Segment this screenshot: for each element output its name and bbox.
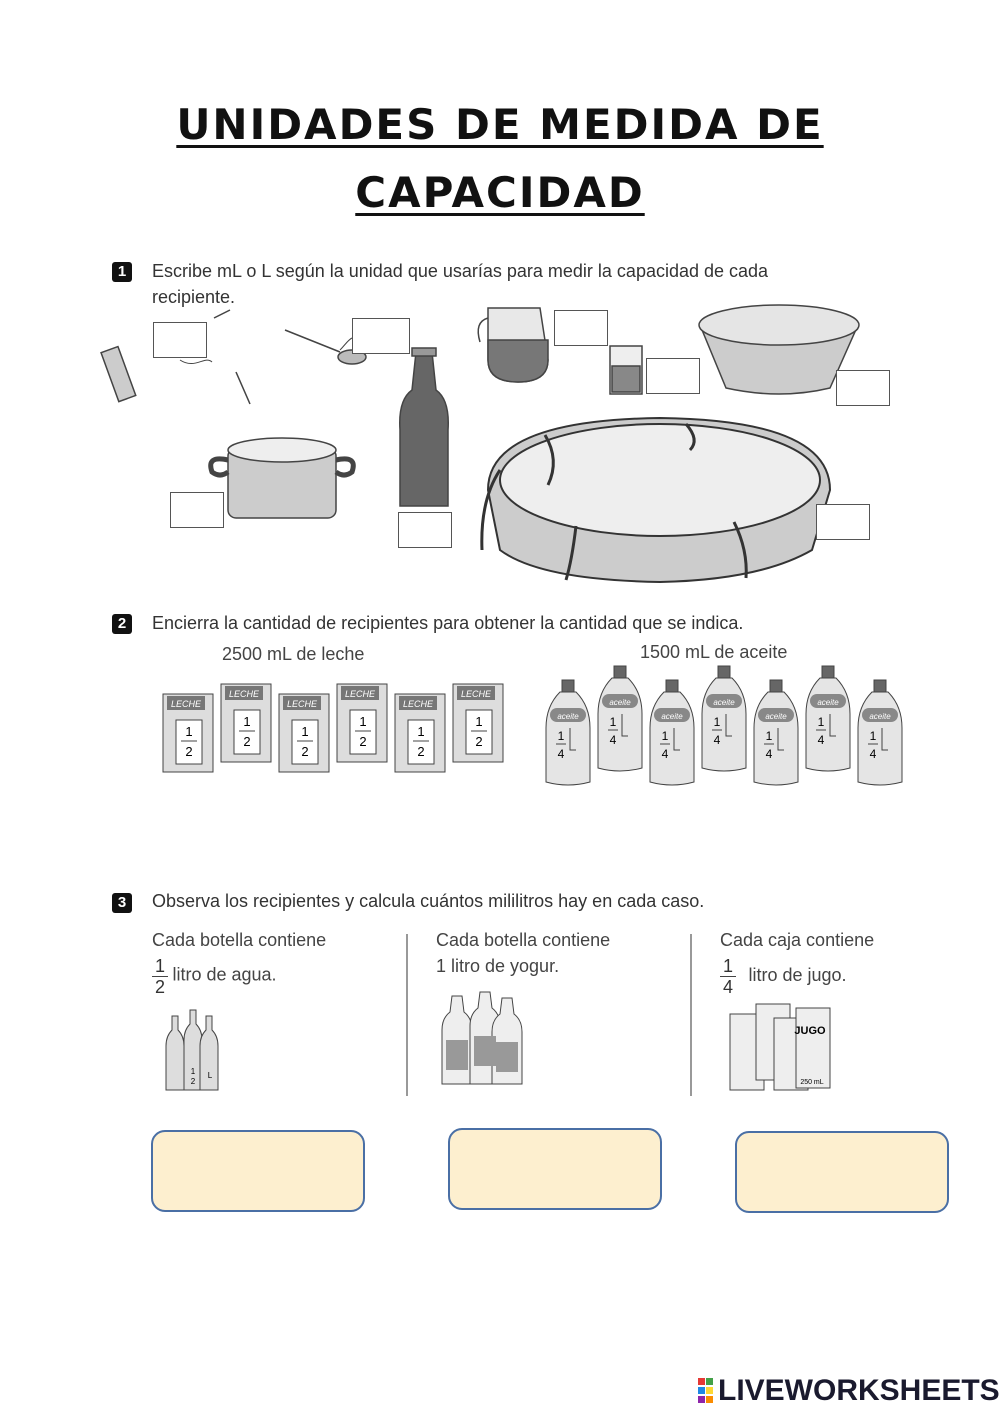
svg-text:2: 2: [417, 744, 425, 759]
col3-fraction: $\frac{1}{4}$: [720, 956, 736, 997]
svg-text:4: 4: [817, 733, 825, 747]
svg-text:4: 4: [661, 747, 669, 761]
exercise-1-number: 1: [112, 262, 132, 282]
exercise-3-number: 3: [112, 893, 132, 913]
answer-box-glass[interactable]: [646, 358, 700, 394]
answer-box-juice[interactable]: [735, 1131, 949, 1213]
jug-icon: [478, 308, 548, 382]
svg-text:1: 1: [185, 724, 193, 739]
milk-carton[interactable]: [452, 676, 506, 769]
exercise-1-instruction: Escribe mL o L según la unidad que usarías para medir la capacidad de cada recipiente.: [152, 261, 769, 307]
svg-text:aceite: aceite: [557, 712, 579, 721]
exercise-2-instruction: Encierra la cantidad de recipientes para obtener la cantidad que se indica.: [152, 613, 744, 633]
answer-box-pool[interactable]: [816, 504, 870, 540]
liveworksheets-logo-icon: [698, 1378, 714, 1404]
pot-icon: [211, 438, 354, 518]
svg-text:1: 1: [417, 724, 425, 739]
milk-carton[interactable]: [162, 686, 216, 779]
answer-box-jug[interactable]: [554, 310, 608, 346]
svg-text:4: 4: [765, 747, 773, 761]
svg-text:1: 1: [869, 729, 877, 743]
svg-text:aceite: aceite: [713, 698, 735, 707]
answer-box-bottle[interactable]: [398, 512, 452, 548]
svg-text:LECHE: LECHE: [460, 689, 492, 699]
answer-box-water[interactable]: [151, 1130, 365, 1212]
svg-text:4: 4: [713, 733, 721, 747]
divider-1: [406, 934, 408, 1096]
bottle-icon: [400, 348, 449, 506]
milk-carton[interactable]: [394, 686, 448, 779]
svg-text:1: 1: [765, 729, 773, 743]
oil-bottle[interactable]: [544, 678, 592, 793]
svg-text:aceite: aceite: [869, 712, 891, 721]
glass-icon: [610, 346, 642, 394]
svg-text:LECHE: LECHE: [228, 689, 260, 699]
col1-rest: litro de agua.: [172, 964, 277, 985]
basin-icon: [699, 305, 859, 394]
col2-line1: Cada botella contiene: [436, 930, 611, 950]
svg-text:2: 2: [190, 1077, 196, 1086]
svg-text:aceite: aceite: [609, 698, 631, 707]
svg-text:1: 1: [817, 715, 825, 729]
svg-text:1: 1: [359, 714, 367, 729]
svg-text:250 mL: 250 mL: [800, 1079, 824, 1086]
juice-boxes-icon: [726, 996, 836, 1094]
col1-fraction: $\frac{1}{2}$: [152, 956, 168, 997]
svg-text:JUGO: JUGO: [794, 1025, 826, 1037]
answer-box-basin[interactable]: [836, 370, 890, 406]
col3-line1: Cada caja contiene: [720, 930, 875, 950]
svg-text:2: 2: [301, 744, 309, 759]
col1-line1: Cada botella contiene: [152, 930, 327, 950]
milk-brand-text: LECHE: [170, 699, 202, 709]
col2-line2: 1 litro de yogur.: [436, 956, 560, 976]
oil-bottle[interactable]: [596, 664, 644, 779]
svg-text:L: L: [207, 1071, 213, 1080]
oil-bottles-row: [544, 664, 908, 788]
exercise-1-illustration: [0, 300, 1000, 590]
answer-box-syringe[interactable]: [153, 322, 207, 358]
svg-text:1: 1: [190, 1067, 196, 1076]
col1-fraction-line: [152, 956, 277, 997]
svg-text:4: 4: [609, 733, 617, 747]
milk-quantity-label: 2500 mL de leche: [222, 644, 365, 664]
col3-fraction-line: [720, 956, 847, 997]
oil-bottle[interactable]: [648, 678, 696, 793]
col3-rest: litro de jugo.: [748, 964, 847, 985]
milk-carton[interactable]: [278, 686, 332, 779]
answer-box-pot[interactable]: [170, 492, 224, 528]
svg-text:2: 2: [185, 744, 193, 759]
svg-text:1: 1: [557, 729, 565, 743]
svg-text:aceite: aceite: [817, 698, 839, 707]
page-title-line2: CAPACIDAD: [355, 168, 645, 217]
oil-bottle[interactable]: [804, 664, 852, 779]
answer-box-yogurt[interactable]: [448, 1128, 662, 1210]
svg-text:2: 2: [243, 734, 251, 749]
oil-bottle[interactable]: [856, 678, 904, 793]
answer-box-spoon[interactable]: [352, 318, 410, 354]
svg-text:1: 1: [661, 729, 669, 743]
svg-text:2: 2: [475, 734, 483, 749]
milk-carton[interactable]: [220, 676, 274, 769]
liveworksheets-brand: LIVEWORKSHEETS: [718, 1374, 1000, 1407]
svg-text:4: 4: [869, 747, 877, 761]
pool-icon: [482, 418, 830, 582]
page-title: UNIDADES DE MEDIDA DE: [176, 100, 824, 149]
divider-2: [690, 934, 692, 1096]
svg-text:4: 4: [557, 747, 565, 761]
svg-text:LECHE: LECHE: [402, 699, 434, 709]
svg-text:1: 1: [301, 724, 309, 739]
oil-bottle[interactable]: [752, 678, 800, 793]
svg-text:LECHE: LECHE: [344, 689, 376, 699]
exercise-3-instruction: Observa los recipientes y calcula cuántos mililitros hay en cada caso.: [152, 891, 705, 911]
svg-text:1: 1: [713, 715, 721, 729]
exercise-2-number: 2: [112, 614, 132, 634]
svg-text:aceite: aceite: [661, 712, 683, 721]
milk-carton[interactable]: [336, 676, 390, 769]
svg-text:1: 1: [609, 715, 617, 729]
oil-bottle[interactable]: [700, 664, 748, 779]
oil-quantity-label: 1500 mL de aceite: [640, 642, 788, 662]
water-bottles-icon: [164, 1006, 224, 1092]
svg-text:2: 2: [359, 734, 367, 749]
yogurt-bottles-icon: [440, 990, 524, 1088]
svg-text:LECHE: LECHE: [286, 699, 318, 709]
svg-text:1: 1: [475, 714, 483, 729]
svg-text:aceite: aceite: [765, 712, 787, 721]
milk-cartons-row: [160, 676, 510, 776]
svg-text:1: 1: [243, 714, 251, 729]
